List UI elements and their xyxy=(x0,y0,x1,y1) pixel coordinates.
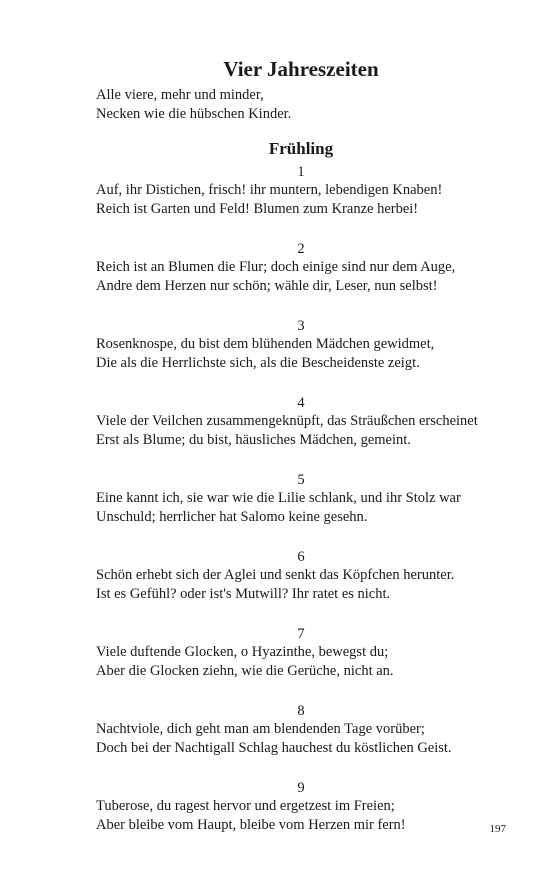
poem-4 xyxy=(96,394,506,450)
poem-line: Erst als Blume; du bist, häusliches Mädchen, gemeint. xyxy=(96,432,411,448)
poem-6 xyxy=(96,548,506,604)
poem-line: Reich ist an Blumen die Flur; doch einige sind nur dem Auge, xyxy=(96,259,456,275)
poem-list xyxy=(96,163,506,835)
motto xyxy=(96,86,506,124)
poem-5 xyxy=(96,471,506,527)
poem-number: 6 xyxy=(297,549,305,565)
page-number: 197 xyxy=(489,823,506,835)
poem-line: Aber bleibe vom Haupt, bleibe vom Herzen mir fern! xyxy=(96,817,406,833)
poem-line: Reich ist Garten und Feld! Blumen zum Kranze herbei! xyxy=(96,201,419,217)
poem-number: 4 xyxy=(297,395,305,411)
poem-number: 5 xyxy=(297,472,305,488)
page-content xyxy=(96,56,506,856)
poem-line: Eine kannt ich, sie war wie die Lilie schlank, und ihr Stolz war xyxy=(96,490,461,506)
poem-line: Viele duftende Glocken, o Hyazinthe, bewegst du; xyxy=(96,644,389,660)
poem-line: Die als die Herrlichste sich, als die Bescheidenste zeigt. xyxy=(96,355,420,371)
poem-9 xyxy=(96,779,506,835)
poem-line: Auf, ihr Distichen, frisch! ihr muntern, lebendigen Knaben! xyxy=(96,182,443,198)
page-title: Vier Jahreszeiten xyxy=(223,57,379,81)
poem-3 xyxy=(96,317,506,373)
poem-1 xyxy=(96,163,506,219)
poem-line: Rosenknospe, du bist dem blühenden Mädchen gewidmet, xyxy=(96,336,435,352)
poem-number: 7 xyxy=(297,626,305,642)
poem-line: Aber die Glocken ziehn, wie die Gerüche, nicht an. xyxy=(96,663,394,679)
poem-line: Tuberose, du ragest hervor und ergetzest im Freien; xyxy=(96,798,395,814)
poem-number: 1 xyxy=(297,164,305,180)
poem-number: 2 xyxy=(297,241,305,257)
poem-line: Andre dem Herzen nur schön; wähle dir, Leser, nun selbst! xyxy=(96,278,438,294)
poem-8 xyxy=(96,702,506,758)
poem-line: Schön erhebt sich der Aglei und senkt das Köpfchen herunter. xyxy=(96,567,455,583)
poem-line: Unschuld; herrlicher hat Salomo keine gesehn. xyxy=(96,509,368,525)
motto-line: Alle viere, mehr und minder, xyxy=(96,87,264,103)
poem-7 xyxy=(96,625,506,681)
poem-line: Doch bei der Nachtigall Schlag hauchest du köstlichen Geist. xyxy=(96,740,452,756)
poem-line: Viele der Veilchen zusammengeknüpft, das Sträußchen erscheinet xyxy=(96,413,478,429)
poem-number: 3 xyxy=(297,318,305,334)
poem-number: 8 xyxy=(297,703,305,719)
section-title: Frühling xyxy=(268,139,334,158)
poem-2 xyxy=(96,240,506,296)
motto-line: Necken wie die hübschen Kinder. xyxy=(96,106,292,122)
poem-line: Ist es Gefühl? oder ist's Mutwill? Ihr ratet es nicht. xyxy=(96,586,391,602)
poem-line: Nachtviole, dich geht man am blendenden Tage vorüber; xyxy=(96,721,425,737)
poem-number: 9 xyxy=(297,780,305,796)
